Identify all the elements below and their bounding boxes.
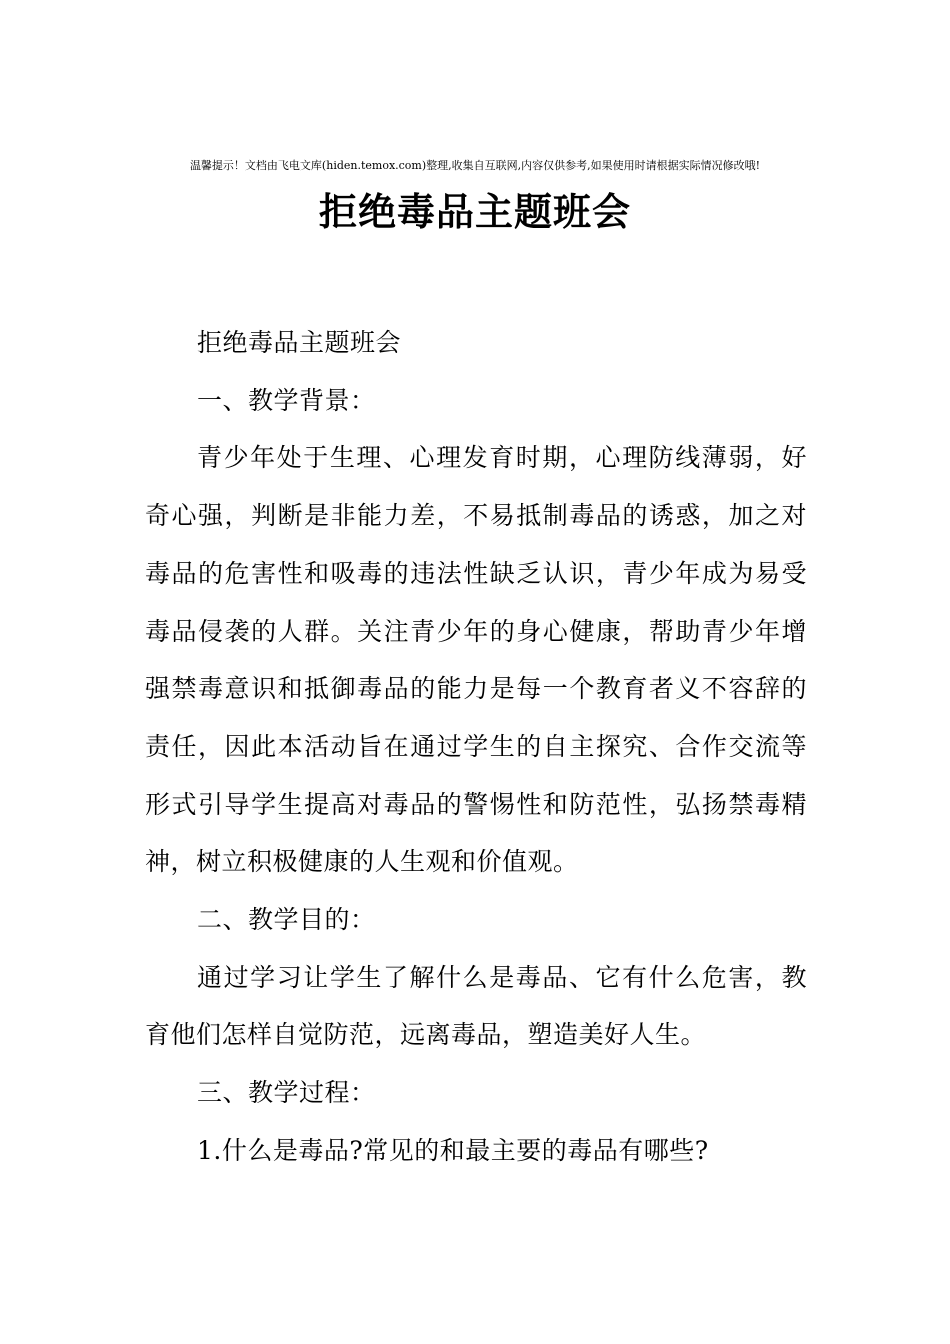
document-title: 拒绝毒品主题班会 [318, 190, 631, 234]
document-body [145, 314, 807, 1180]
section-heading-process: 三、教学过程： [197, 1078, 376, 1108]
section-heading-background: 一、教学背景： [197, 385, 376, 415]
disclaimer-notice: 温馨提示！文档由飞电文库(hiden.temox.com)整理,收集自互联网,内容仅供参考,如果使用时请根据实际情况修改哦! [189, 159, 761, 172]
purpose-paragraph: 通过学习让学生了解什么是毒品、它有什么危害，教育他们怎样自觉防范，远离毒品，塑造美好人生。 [145, 962, 807, 1050]
process-item-1: 1.什么是毒品?常见的和最主要的毒品有哪些? [197, 1135, 709, 1165]
section-heading-purpose: 二、教学目的： [197, 905, 376, 935]
subtitle-paragraph: 拒绝毒品主题班会 [197, 328, 402, 357]
background-paragraph: 青少年处于生理、心理发育时期，心理防线薄弱，好奇心强，判断是非能力差，不易抵制毒品的诱惑，加之对毒品的危害性和吸毒的违法性缺乏认识，青少年成为易受毒品侵袭的人群。关注青少年的身心健康，帮助青少年增强禁毒意识和抵御毒品的能力是每一个教育者义不容辞的责任，因此本活动旨在通过学生的自主探究、合作交流等形式引导学生提高对毒品的警惕性和防范性，弘扬禁毒精神，树立积极健康的人生观和价值观。 [145, 443, 807, 877]
